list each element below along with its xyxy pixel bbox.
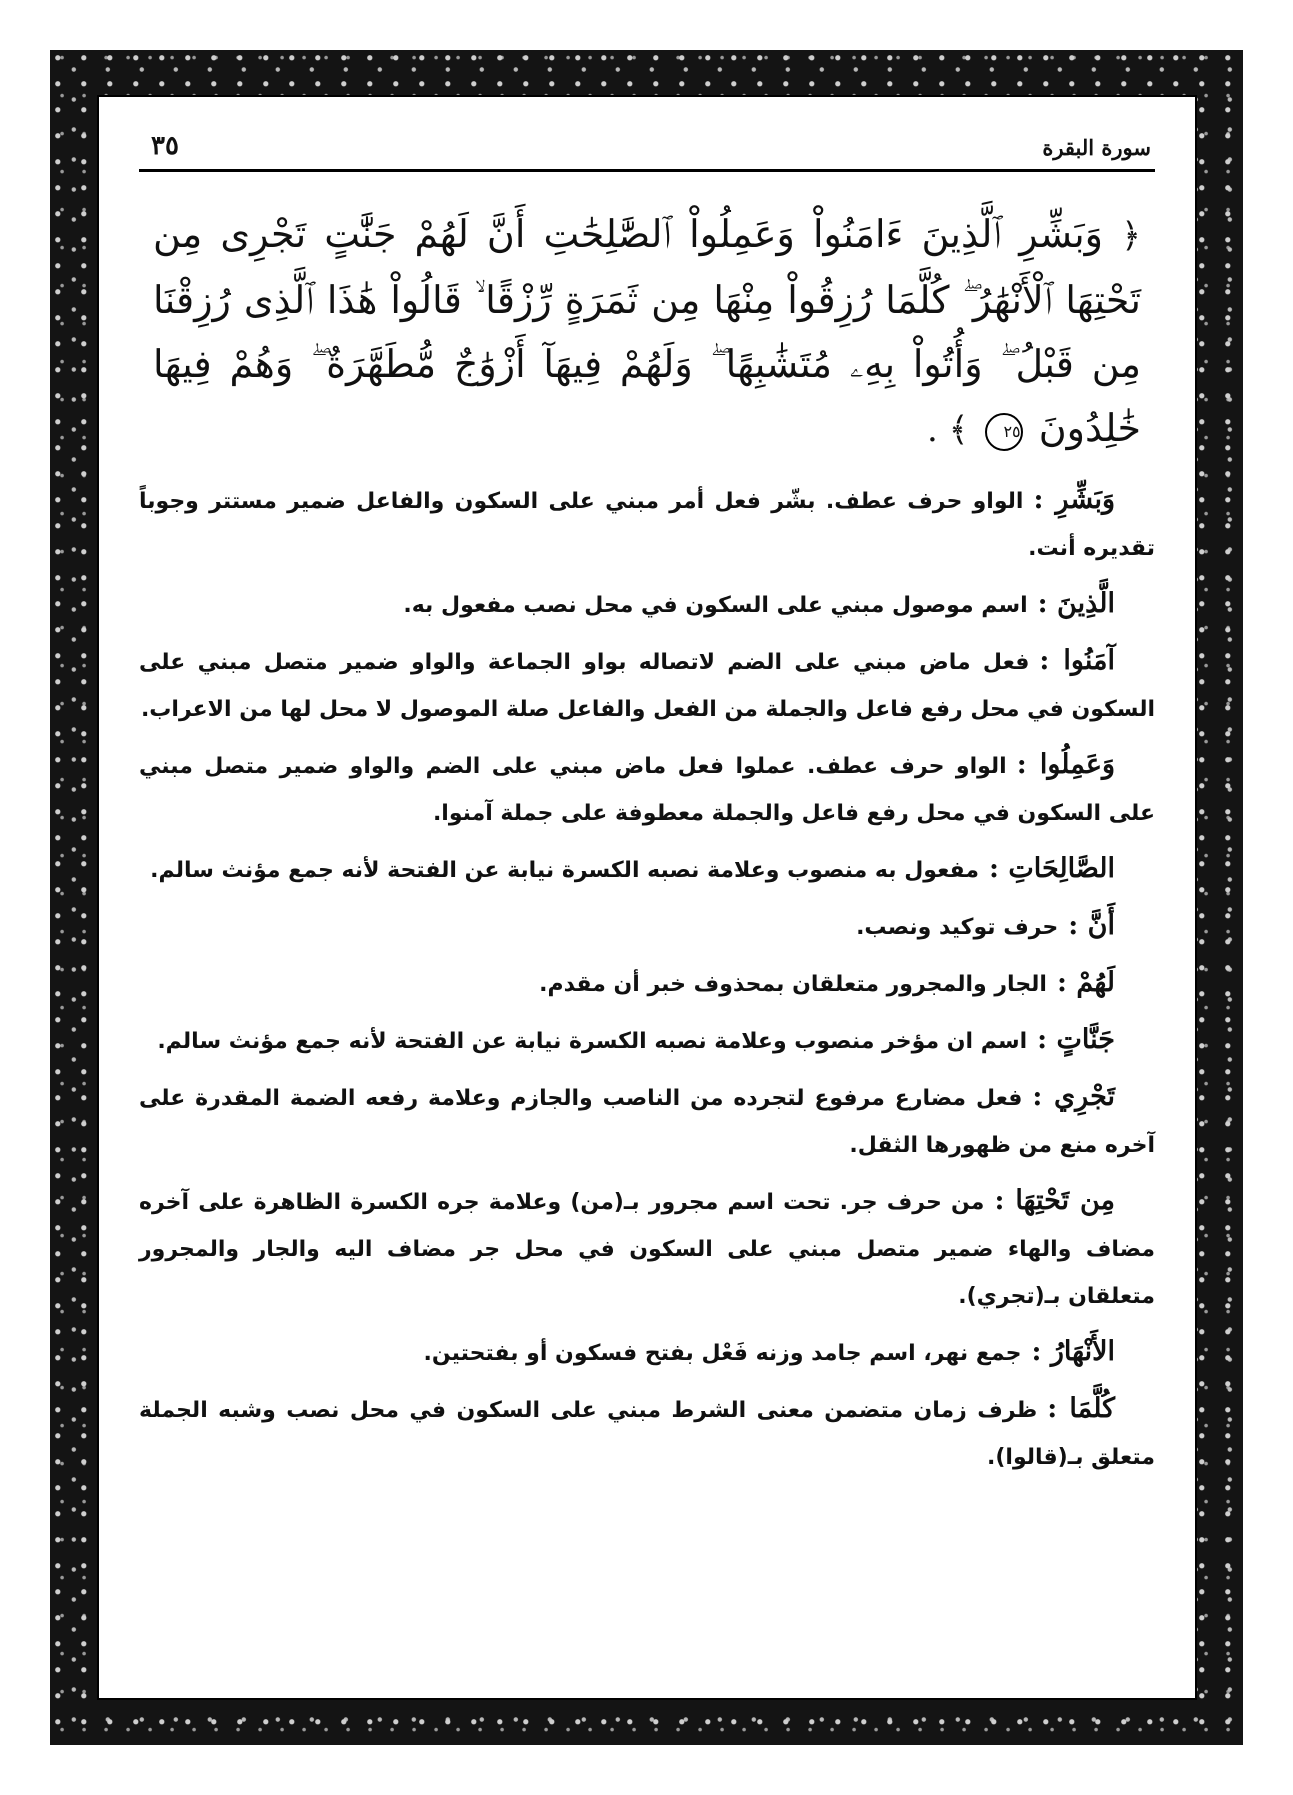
grammar-entry xyxy=(139,1385,1155,1481)
entry-term: الَّذِينَ : xyxy=(1037,588,1115,619)
grammar-entry xyxy=(139,637,1155,733)
entry-text: جمع نهر، اسم جامد وزنه فَعْل بفتح فسكون أو بفتحتين. xyxy=(423,1341,1022,1366)
entry-term: تَجْرِي : xyxy=(1032,1081,1116,1112)
entry-text: حرف توكيد ونصب. xyxy=(856,915,1059,940)
entry-text: مفعول به منصوب وعلامة نصبه الكسرة نيابة عن الفتحة لأنه جمع مؤنث سالم. xyxy=(150,858,979,883)
grammar-entry xyxy=(139,1177,1155,1320)
grammar-entry xyxy=(139,902,1155,951)
entry-text: اسم ان مؤخر منصوب وعلامة نصبه الكسرة نيابة عن الفتحة لأنه جمع مؤنث سالم. xyxy=(157,1029,1028,1054)
grammar-entry xyxy=(139,959,1155,1008)
entry-term: الصَّالِحَاتِ : xyxy=(988,853,1115,884)
verse-number: ٢٥ xyxy=(985,413,1023,451)
entry-text: الواو حرف عطف. بشّر فعل أمر مبني على السكون والفاعل ضمير مستتر وجوباً تقديره أنت. xyxy=(139,489,1155,561)
entry-term: الأَنْهَارُ : xyxy=(1031,1336,1115,1367)
page-content xyxy=(139,127,1155,1678)
grammar-entry xyxy=(139,580,1155,629)
entry-text: الواو حرف عطف. عملوا فعل ماض مبني على الضم والواو ضمير متصل مبني على السكون في محل رفع فاعل والجملة معطوفة على جملة آمنوا. xyxy=(139,754,1155,826)
grammar-entry xyxy=(139,1073,1155,1169)
surah-title: سورة البقرة xyxy=(1042,135,1151,160)
entry-term: أَنَّ : xyxy=(1068,910,1115,941)
entry-term: جَنَّاتٍ : xyxy=(1037,1024,1115,1055)
entry-term: وَبَشِّرِ : xyxy=(1033,484,1115,515)
entry-term: آمَنُوا : xyxy=(1039,645,1115,676)
entry-term: مِن تَحْتِهَا : xyxy=(994,1185,1116,1216)
grammar-entry xyxy=(139,741,1155,837)
grammar-entry xyxy=(139,845,1155,894)
verse-text: وَبَشِّرِ ٱلَّذِينَ ءَامَنُواْ وَعَمِلُواْ ٱلصَّٰلِحَٰتِ أَنَّ لَهُمْ جَنَّٰتٍ تَجْرِى مِن تَحْتِهَا ٱلْأَنْهَٰرُ ۖ كُلَّمَا رُزِقُواْ مِنْهَا مِن ثَمَرَةٍ رِّزْقًا ۙ قَالُواْ هَٰذَا ٱلَّذِى رُزِقْنَا مِن قَبْلُ ۖ وَأُتُواْ بِهِۦ مُتَشَٰبِهًا ۖ وَلَهُمْ فِيهَآ أَزْوَٰجٌ مُّطَهَّرَةٌ ۖ وَهُمْ فِيهَا خَٰلِدُونَ xyxy=(153,212,1141,450)
grammar-entry xyxy=(139,476,1155,572)
grammar-entry xyxy=(139,1328,1155,1377)
entry-text: فعل ماض مبني على الضم لاتصاله بواو الجماعة والواو ضمير متصل مبني على السكون في محل رفع فاعل والجملة من الفعل والفاعل صلة الموصول لا محل لها من الاعراب. xyxy=(139,650,1155,722)
grammar-entry xyxy=(139,1016,1155,1065)
page-number: ٣٥ xyxy=(151,131,179,161)
entry-term: وَعَمِلُوا : xyxy=(1016,749,1115,780)
verse-open-ornament: ﴿ xyxy=(1121,216,1141,256)
grammar-entries xyxy=(139,476,1155,1481)
page-header xyxy=(139,127,1155,172)
entry-text: فعل مضارع مرفوع لتجرده من الناصب والجازم وعلامة رفعه الضمة المقدرة على آخره منع من ظهورها الثقل. xyxy=(139,1086,1155,1158)
entry-term: كُلَّمَا : xyxy=(1047,1393,1115,1424)
verse-close-ornament: ﴾ . xyxy=(926,410,969,450)
page xyxy=(97,95,1197,1700)
entry-text: اسم موصول مبني على السكون في محل نصب مفعول به. xyxy=(403,593,1028,618)
entry-text: ظرف زمان متضمن معنى الشرط مبني على السكون في محل نصب وشبه الجملة متعلق بـ(قالوا). xyxy=(139,1398,1155,1470)
entry-term: لَهُمْ : xyxy=(1056,967,1115,998)
quran-verse xyxy=(153,202,1141,462)
entry-text: من حرف جر. تحت اسم مجرور بـ(من) وعلامة جره الكسرة الظاهرة على آخره مضاف والهاء ضمير متصل مبني على السكون في محل جر مضاف اليه والجار والمجرور متعلقان بـ(تجري). xyxy=(139,1190,1155,1309)
entry-text: الجار والمجرور متعلقان بمحذوف خبر أن مقدم. xyxy=(539,972,1047,997)
